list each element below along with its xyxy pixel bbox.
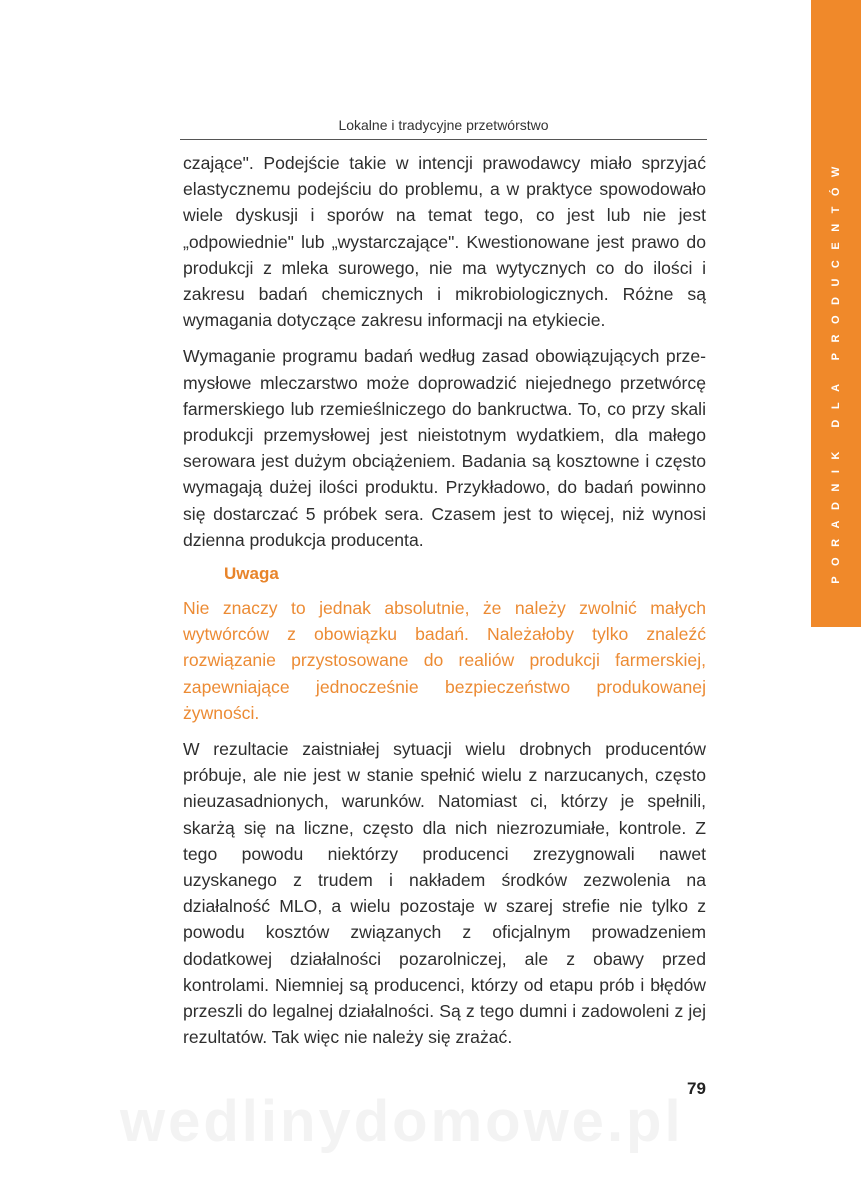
running-head: Lokalne i tradycyjne przetwórstwo xyxy=(338,117,549,133)
watermark: wedlinydomowe.pl xyxy=(120,1089,684,1154)
page-number: 79 xyxy=(687,1079,706,1098)
side-tab-label: PORADNIK DLA PRODUCENTÓW xyxy=(830,156,842,584)
note-text: Nie znaczy to jednak absolutnie, że należy zwolnić małych wytwórców z obowiązku badań. Należałoby tylko znaleźć rozwiązanie przystosowane do realiów produkcji farmerskiej, zapewniające jednocześnie bezpieczeństwo produkowanej żywności. xyxy=(183,598,706,723)
header-rule xyxy=(180,139,707,140)
note-heading: Uwaga xyxy=(224,564,279,584)
body-text xyxy=(183,150,706,1051)
paragraph-3: W rezultacie zaistniałej sytuacji wielu drobnych producentów próbuje, ale nie jest w stanie spełnić wielu z narzucanych, często nieuzasadnionych, warunków. Natomiast ci, którzy je spełnili, skarżą się na liczne, często dla nich niezrozumiałe, kontrole. Z tego powodu niektórzy producenci zrezygnowali nawet uzyskanego z trudem i nakładem środków zezwolenia na działalność MLO, a wielu pozostaje w szarej strefie nie tylko z powodu kosztów związanych z oficjalnym prowadzeniem dodatkowej działalności pozarolniczej, ale z obawy przed kontrolami. Niemniej są producenci, którzy od etapu prób i błędów przeszli do legalnej działalności. Są z tego dumni i zadowoleni z jej rezultatów. Tak więc nie należy się zrażać. xyxy=(183,739,706,1048)
note-spacer xyxy=(183,587,706,595)
paragraph-2: Wymaganie programu badań według zasad obowiązujących przemysłowe mleczarstwo może doprowadzić niejednego przetwórcę farmerskiego lub rzemieślniczego do bankructwa. To, co przy skali produkcji przemysłowej jest nieistotnym wydatkiem, dla małego serowara jest dużym obciążeniem. Badania są kosztowne i często wymagają dużej ilości produktu. Przykładowo, do badań powinno się dostarczać 5 próbek sera. Czasem jest to więcej, niż wynosi dzienna produkcja producenta. xyxy=(183,346,706,550)
paragraph-1: czające". Podejście takie w intencji prawodawcy miało sprzyjać elastycznemu podejściu do problemu, a w praktyce spowodowało wiele dyskusji i sporów na temat tego, co jest lub nie jest „odpowiednie" lub „wystarczające". Kwestionowane jest prawo do produkcji z mleka surowego, nie ma wytycznych co do ilości i zakresu badań chemicznych i mikrobiologicznych. Różne są wymagania dotyczące zakresu informacji na etykiecie. xyxy=(183,153,706,331)
